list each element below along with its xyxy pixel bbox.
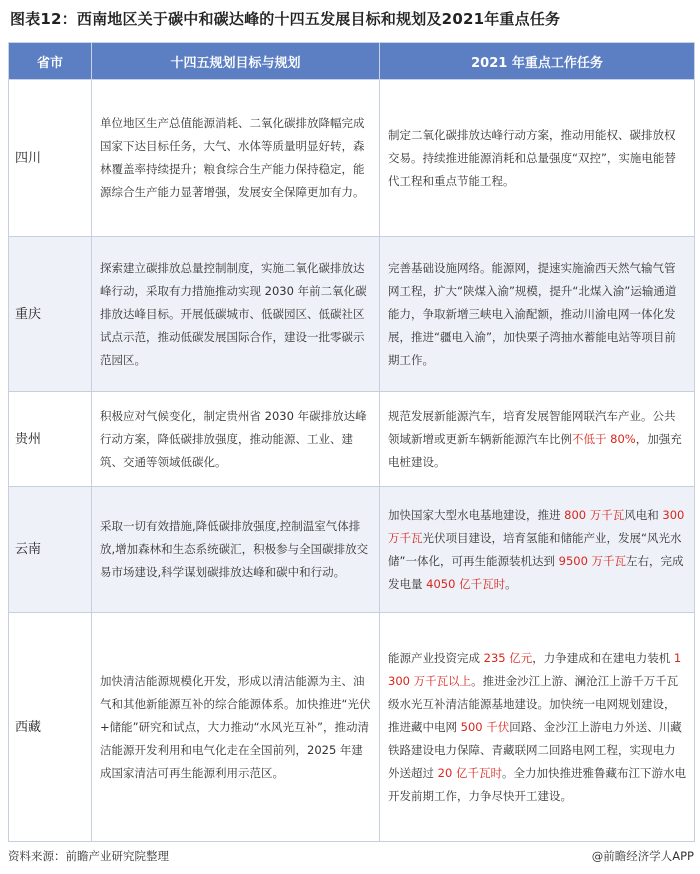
task-text: 。推进金沙江上游、澜沧江上游千万千瓦级水光互补清洁能源基地建设。加快统一电网规划建设，推进藏中电网 [388,673,679,734]
goals-cell: 积极应对气候变化，制定贵州省 2030 年碳排放达峰行动方案，降低碳排放强度，推动能源、工业、建筑、交通等领域低碳化。 [92,392,380,487]
tasks-cell [380,237,695,392]
province-cell: 重庆 [9,237,92,392]
task-text: 加快国家大型水电基地建设，推进 [388,507,565,522]
highlight-figure: 1300 万千瓦以上 [388,650,682,688]
table-row [9,392,695,487]
highlight-figure: 不低于 80% [572,431,636,446]
header-province: 省市 [9,43,92,80]
tasks-cell [380,80,695,237]
task-text: 。 [505,576,517,591]
task-text: 规范发展新能源汽车，培育发展智能网联汽车产业。公共领域新增或更新车辆新能源汽车比例 [388,408,676,446]
highlight-figure: 235 亿元 [483,650,533,665]
header-goals: 十四五规划目标与规划 [92,43,380,80]
table-header-row [9,43,695,80]
header-tasks: 2021 年重点工作任务 [380,43,695,80]
task-text: 回路、金沙江上游电力外送、川藏铁路建设电力保障、青藏联网二回路电网工程，实现电力外送超过 [388,719,682,780]
task-text: 光伏项目建设，培育氢能和储能产业，发展“风光水储”一体化，可再生能源装机达到 [388,530,682,568]
goals-cell: 加快清洁能源规模化开发，形成以清洁能源为主、油气和其他新能源互补的综合能源体系。加快推进“光伏+储能”研究和试点，大力推动“水风光互补”，推动清洁能源开发利用和电气化走在全国前列，2025 年建成国家清洁可再生能源利用示范区。 [92,613,380,842]
highlight-figure: 20 亿千瓦时 [437,765,502,780]
task-text: 。全力加快推进雅鲁藏布江下游水电开发前期工作，力争尽快开工建设。 [388,765,686,803]
task-text: 能源产业投资完成 [388,650,484,665]
goals-cell: 采取一切有效措施,降低碳排放强度,控制温室气体排放,增加森林和生态系统碳汇，积极参与全国碳排放交易市场建设,科学谋划碳排放达峰和碳中和行动。 [92,487,380,613]
planning-table [8,42,695,842]
province-cell: 四川 [9,80,92,237]
task-text: 左右，完成发电量 [388,553,684,591]
goals-cell: 单位地区生产总值能源消耗、二氧化碳排放降幅完成国家下达目标任务，大气、水体等质量明显好转，森林覆盖率持续提升；粮食综合生产能力保持稳定，能源综合生产能力显著增强，发展安全保障更加有力。 [92,80,380,237]
task-text: 制定二氧化碳排放达峰行动方案，推动用能权、碳排放权交易。持续推进能源消耗和总量强度“双控”，实施电能替代工程和重点节能工程。 [388,127,676,188]
table-row [9,237,695,392]
highlight-figure: 300 万千瓦 [388,507,685,545]
province-cell: 西藏 [9,613,92,842]
task-text: 完善基础设施网络。能源网，提速实施渝西天然气输气管网工程，扩大“陕煤入渝”规模，提升“北煤入渝”运输通道能力，争取新增三峡电入渝配额，推动川渝电网一体化发展，推进“疆电入渝”，加快栗子湾抽水蓄能电站等项目前期工作。 [388,260,677,367]
task-text: ，加强充电桩建设。 [388,431,682,469]
province-cell: 贵州 [9,392,92,487]
highlight-figure: 9500 万千瓦 [558,553,627,568]
tasks-cell [380,613,695,842]
brand-watermark: @前瞻经济学人APP [591,849,694,863]
highlight-figure: 800 万千瓦 [564,507,625,522]
source-note: 资料来源：前瞻产业研究院整理 [8,849,169,863]
footer [8,848,694,868]
task-text: 风电和 [624,507,663,522]
goals-cell: 探索建立碳排放总量控制制度，实施二氧化碳排放达峰行动，采取有力措施推动实现 2030 年前二氧化碳排放达峰目标。开展低碳城市、低碳园区、低碳社区试点示范，推动低碳发展国际合作，建设一批零碳示范园区。 [92,237,380,392]
table-row [9,487,695,613]
tasks-cell [380,487,695,613]
highlight-figure: 4050 亿千瓦时 [426,576,506,591]
province-cell: 云南 [9,487,92,613]
table-row [9,613,695,842]
tasks-cell [380,392,695,487]
table-row [9,80,695,237]
task-text: ，力争建成和在建电力装机 [532,650,674,665]
chart-title: 图表12：西南地区关于碳中和碳达峰的十四五发展目标和规划及2021年重点任务 [10,10,561,28]
highlight-figure: 500 千伏 [460,719,510,734]
